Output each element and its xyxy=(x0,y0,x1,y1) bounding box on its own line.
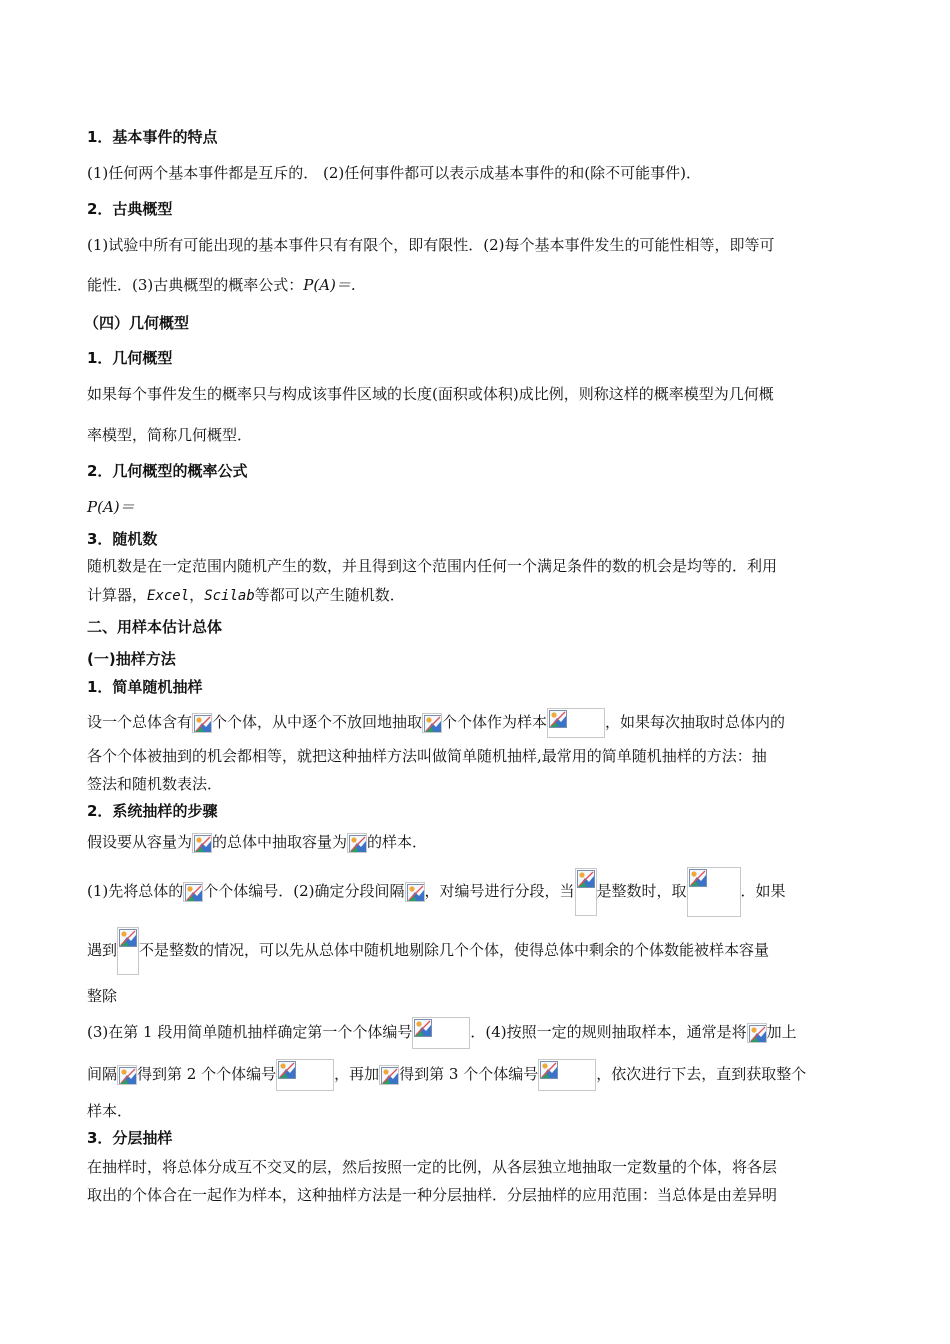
heading-random-number: 3．随机数 xyxy=(87,530,158,548)
paragraph-geometric-2: 率模型，简称几何概型． xyxy=(87,426,253,444)
heading-simple-random-sampling: 1．简单随机抽样 xyxy=(87,678,203,696)
formula-image-icon xyxy=(422,713,442,733)
formula-image-icon xyxy=(192,833,212,853)
paragraph-geometric-1: 如果每个事件发生的概率只与构成该事件区域的长度(面积或体积)成比例，则称这样的概率模型为几何概 xyxy=(87,385,774,403)
paragraph-basic-event-properties: (1)任何两个基本事件都是互斥的． (2)任何事件都可以表示成基本事件的和(除不可能事件)． xyxy=(87,164,701,182)
formula-image-icon xyxy=(547,708,605,738)
heading-systematic-sampling: 2．系统抽样的步骤 xyxy=(87,802,218,820)
formula-image-icon xyxy=(192,713,212,733)
scilab-term: Scilab xyxy=(204,588,255,604)
heading-geometric-formula: 2．几何概型的概率公式 xyxy=(87,462,248,480)
formula-image-icon xyxy=(379,1065,399,1085)
formula-image-icon xyxy=(687,867,741,917)
excel-term: Excel xyxy=(147,588,190,604)
formula-image-icon xyxy=(405,882,425,902)
paragraph-systematic-7: 样本． xyxy=(87,1102,133,1120)
paragraph-random-2: 计算器，Excel，Scilab等都可以产生随机数． xyxy=(87,586,405,604)
formula-image-icon xyxy=(412,1017,470,1049)
formula-image-icon xyxy=(575,868,597,916)
paragraph-classical-1: (1)试验中所有可能出现的基本事件只有有限个，即有限性．(2)每个基本事件发生的可能性相等，即等可 xyxy=(87,236,775,254)
heading-stratified-sampling: 3．分层抽样 xyxy=(87,1129,173,1147)
paragraph-simple-random-1: 设一个总体含有 个个体，从中逐个不放回地抽取 个个体作为样本 ，如果每次抽取时总体内的 xyxy=(87,708,785,738)
heading-basic-event-features: 1．基本事件的特点 xyxy=(87,128,218,146)
formula-geometric: P(A)＝ xyxy=(87,498,135,516)
paragraph-systematic-3: 遇到 不是整数的情况，可以先从总体中随机地剔除几个个体，使得总体中剩余的个体数能被样本容量 xyxy=(87,925,769,975)
paragraph-systematic-2: (1)先将总体的 个个体编号．(2)确定分段间隔 ，对编号进行分段，当 是整数时，取 ．如果 xyxy=(87,866,786,917)
paragraph-systematic-4: 整除 xyxy=(87,987,118,1005)
paragraph-systematic-1: 假设要从容量为 的总体中抽取容量为 的样本． xyxy=(87,833,428,851)
formula-image-icon xyxy=(276,1059,334,1091)
formula-image-icon xyxy=(183,882,203,902)
heading-geometric-probability: 1．几何概型 xyxy=(87,349,173,367)
section-geometric-probability: （四）几何概型 xyxy=(84,314,190,332)
formula-image-icon xyxy=(538,1059,596,1091)
paragraph-simple-random-2: 各个个体被抽到的机会都相等，就把这种抽样方法叫做简单随机抽样,最常用的简单随机抽样的方法：抽 xyxy=(87,747,767,765)
paragraph-simple-random-3: 签法和随机数表法． xyxy=(87,775,223,793)
formula-image-icon xyxy=(117,1065,137,1085)
section-sampling-methods: (一)抽样方法 xyxy=(87,650,176,668)
paragraph-systematic-6: 间隔 得到第 2 个个体编号 ，再加 得到第 3 个个体编号 ，依次进行下去，直到获取整个 xyxy=(87,1058,806,1091)
section-sample-estimation: 二、用样本估计总体 xyxy=(87,618,223,636)
formula-image-icon xyxy=(347,833,367,853)
paragraph-classical-2: 能性．(3)古典概型的概率公式：P(A)＝. xyxy=(87,276,356,294)
paragraph-random-1: 随机数是在一定范围内随机产生的数，并且得到这个范围内任何一个满足条件的数的机会是均等的．利用 xyxy=(87,557,778,575)
formula-pa: P(A)＝. xyxy=(303,276,356,294)
heading-classical-probability: 2．古典概型 xyxy=(87,200,173,218)
formula-image-icon xyxy=(747,1023,767,1043)
paragraph-stratified-2: 取出的个体合在一起作为样本，这种抽样方法是一种分层抽样．分层抽样的应用范围：当总体是由差异明 xyxy=(87,1186,778,1204)
formula-image-icon xyxy=(117,927,139,975)
paragraph-systematic-5: (3)在第 1 段用简单随机抽样确定第一个个体编号 ．(4)按照一定的规则抽取样本，通常是将 加上 xyxy=(87,1016,797,1049)
paragraph-stratified-1: 在抽样时，将总体分成互不交叉的层，然后按照一定的比例，从各层独立地抽取一定数量的个体，将各层 xyxy=(87,1158,778,1176)
